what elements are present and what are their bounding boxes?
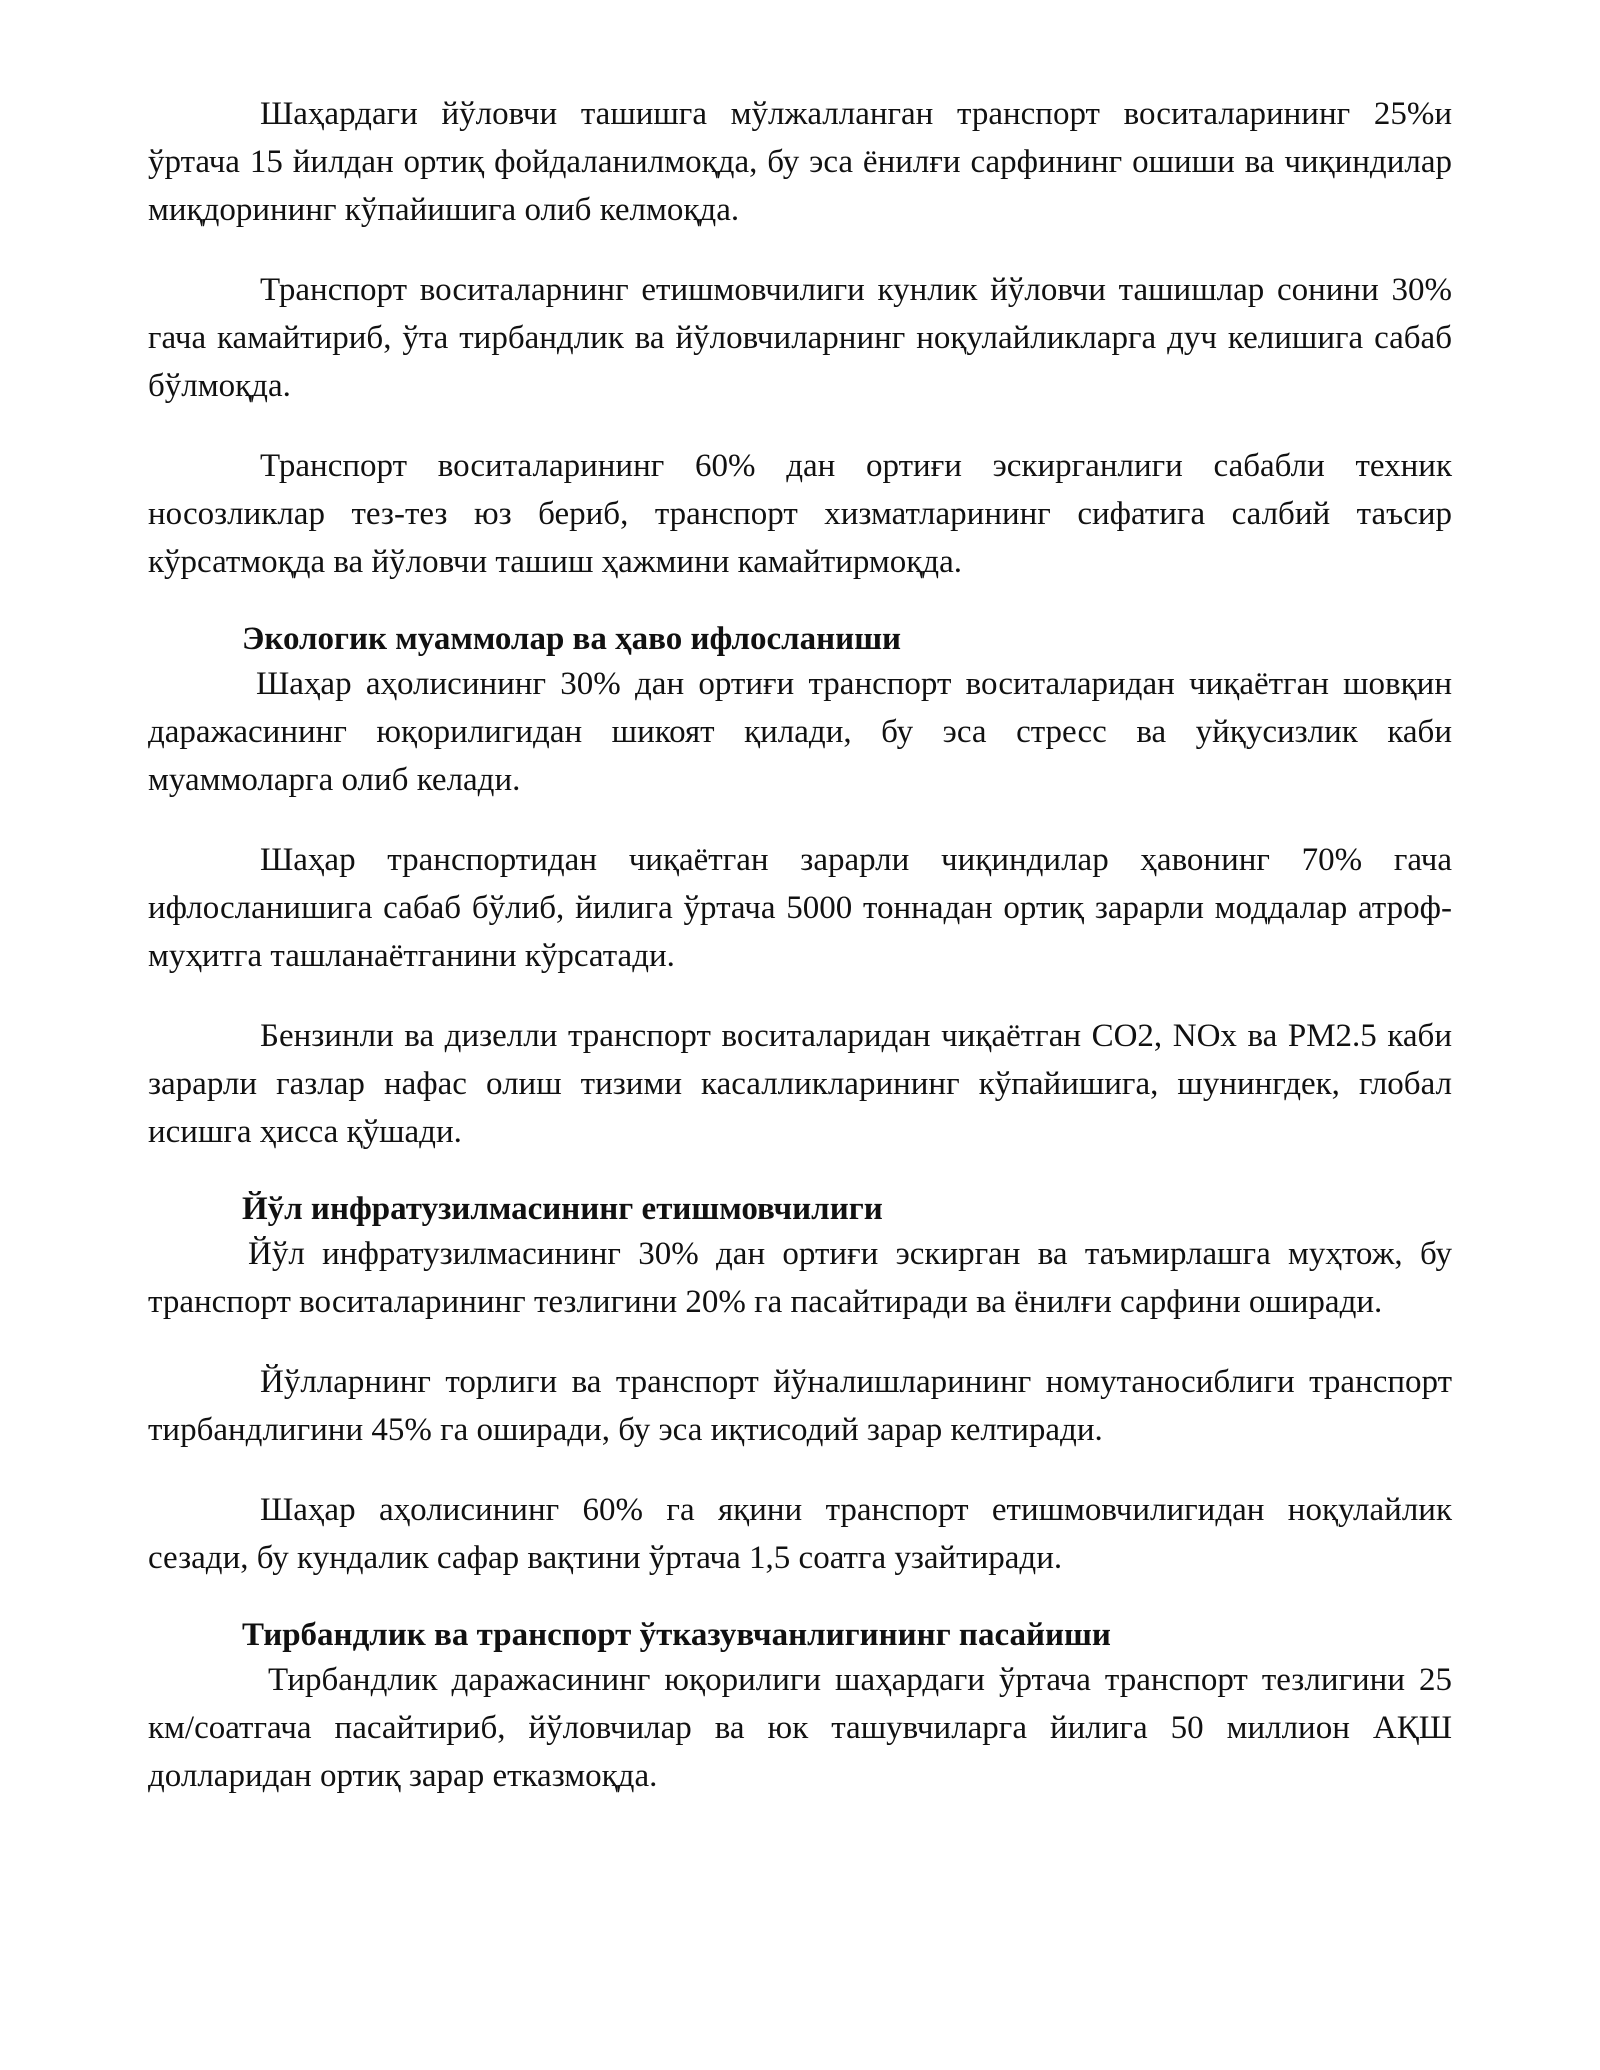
paragraph: Йўл инфратузилмасининг 30% дан ортиғи эскирган ва таъмирлашга муҳтож, бу транспорт воситаларининг тезлигини 20% га пасайтиради ва ёнилғи сарфини оширади.: [148, 1236, 1452, 1320]
section-ecology: [148, 618, 1452, 1156]
paragraph: Тирбандлик даражасининг юқорилиги шаҳардаги ўртача транспорт тезлигини 25 км/соатгача пасайтириб, йўловчилар ва юк ташувчиларга йилига 50 миллион АҚШ долларидан ортиқ зарар етказмоқда.: [148, 1662, 1452, 1794]
paragraph: Транспорт воситаларининг 60% дан ортиғи эскирганлиги сабабли техник носозликлар тез-тез юз бериб, транспорт хизматларининг сифатига салбий таъсир кўрсатмоқда ва йўловчи ташиш ҳажмини камайтирмоқда.: [148, 448, 1452, 580]
section-heading: Йўл инфратузилмасининг етишмовчилиги: [242, 1191, 883, 1227]
paragraph: Йўлларнинг торлиги ва транспорт йўналишларининг номутаносиблиги транспорт тирбандлигини 45% га оширади, бу эса иқтисодий зарар келтиради.: [148, 1364, 1452, 1448]
paragraph: Транспорт воситаларнинг етишмовчилиги кунлик йўловчи ташишлар сонини 30% гача камайтириб, ўта тирбандлик ва йўловчиларнинг ноқулайликларга дуч келишига сабаб бўлмоқда.: [148, 272, 1452, 404]
paragraph: Шаҳар аҳолисининг 30% дан ортиғи транспорт воситаларидан чиқаётган шовқин даражасининг юқорилигидан шикоят қилади, бу эса стресс ва уйқусизлик каби муаммоларга олиб келади.: [148, 666, 1452, 798]
paragraph: Шаҳар транспортидан чиқаётган зарарли чиқиндилар ҳавонинг 70% гача ифлосланишига сабаб бўлиб, йилига ўртача 5000 тоннадан ортиқ зарарли моддалар атроф-муҳитга ташланаётганини кўрсатади.: [148, 842, 1452, 974]
section-road-infrastructure: [148, 1188, 1452, 1582]
section-heading: Экологик муаммолар ва ҳаво ифлосланиши: [242, 621, 902, 657]
paragraph: Бензинли ва дизелли транспорт воситаларидан чиқаётган CO2, NOx ва PM2.5 каби зарарли газлар нафас олиш тизими касалликларининг кўпайишига, шунингдек, глобал исишга ҳисса қўшади.: [148, 1018, 1452, 1150]
section-congestion: [148, 1614, 1452, 1800]
document-page: [148, 90, 1452, 1832]
paragraph: Шаҳардаги йўловчи ташишга мўлжалланган транспорт воситаларининг 25%и ўртача 15 йилдан ортиқ фойдаланилмоқда, бу эса ёнилғи сарфининг ошиши ва чиқиндилар миқдорининг кўпайишига олиб келмоқда.: [148, 96, 1452, 228]
section-heading: Тирбандлик ва транспорт ўтказувчанлигининг пасайиши: [242, 1617, 1111, 1653]
paragraph: Шаҳар аҳолисининг 60% га яқини транспорт етишмовчилигидан ноқулайлик сезади, бу кундалик сафар вақтини ўртача 1,5 соатга узайтиради.: [148, 1492, 1452, 1576]
